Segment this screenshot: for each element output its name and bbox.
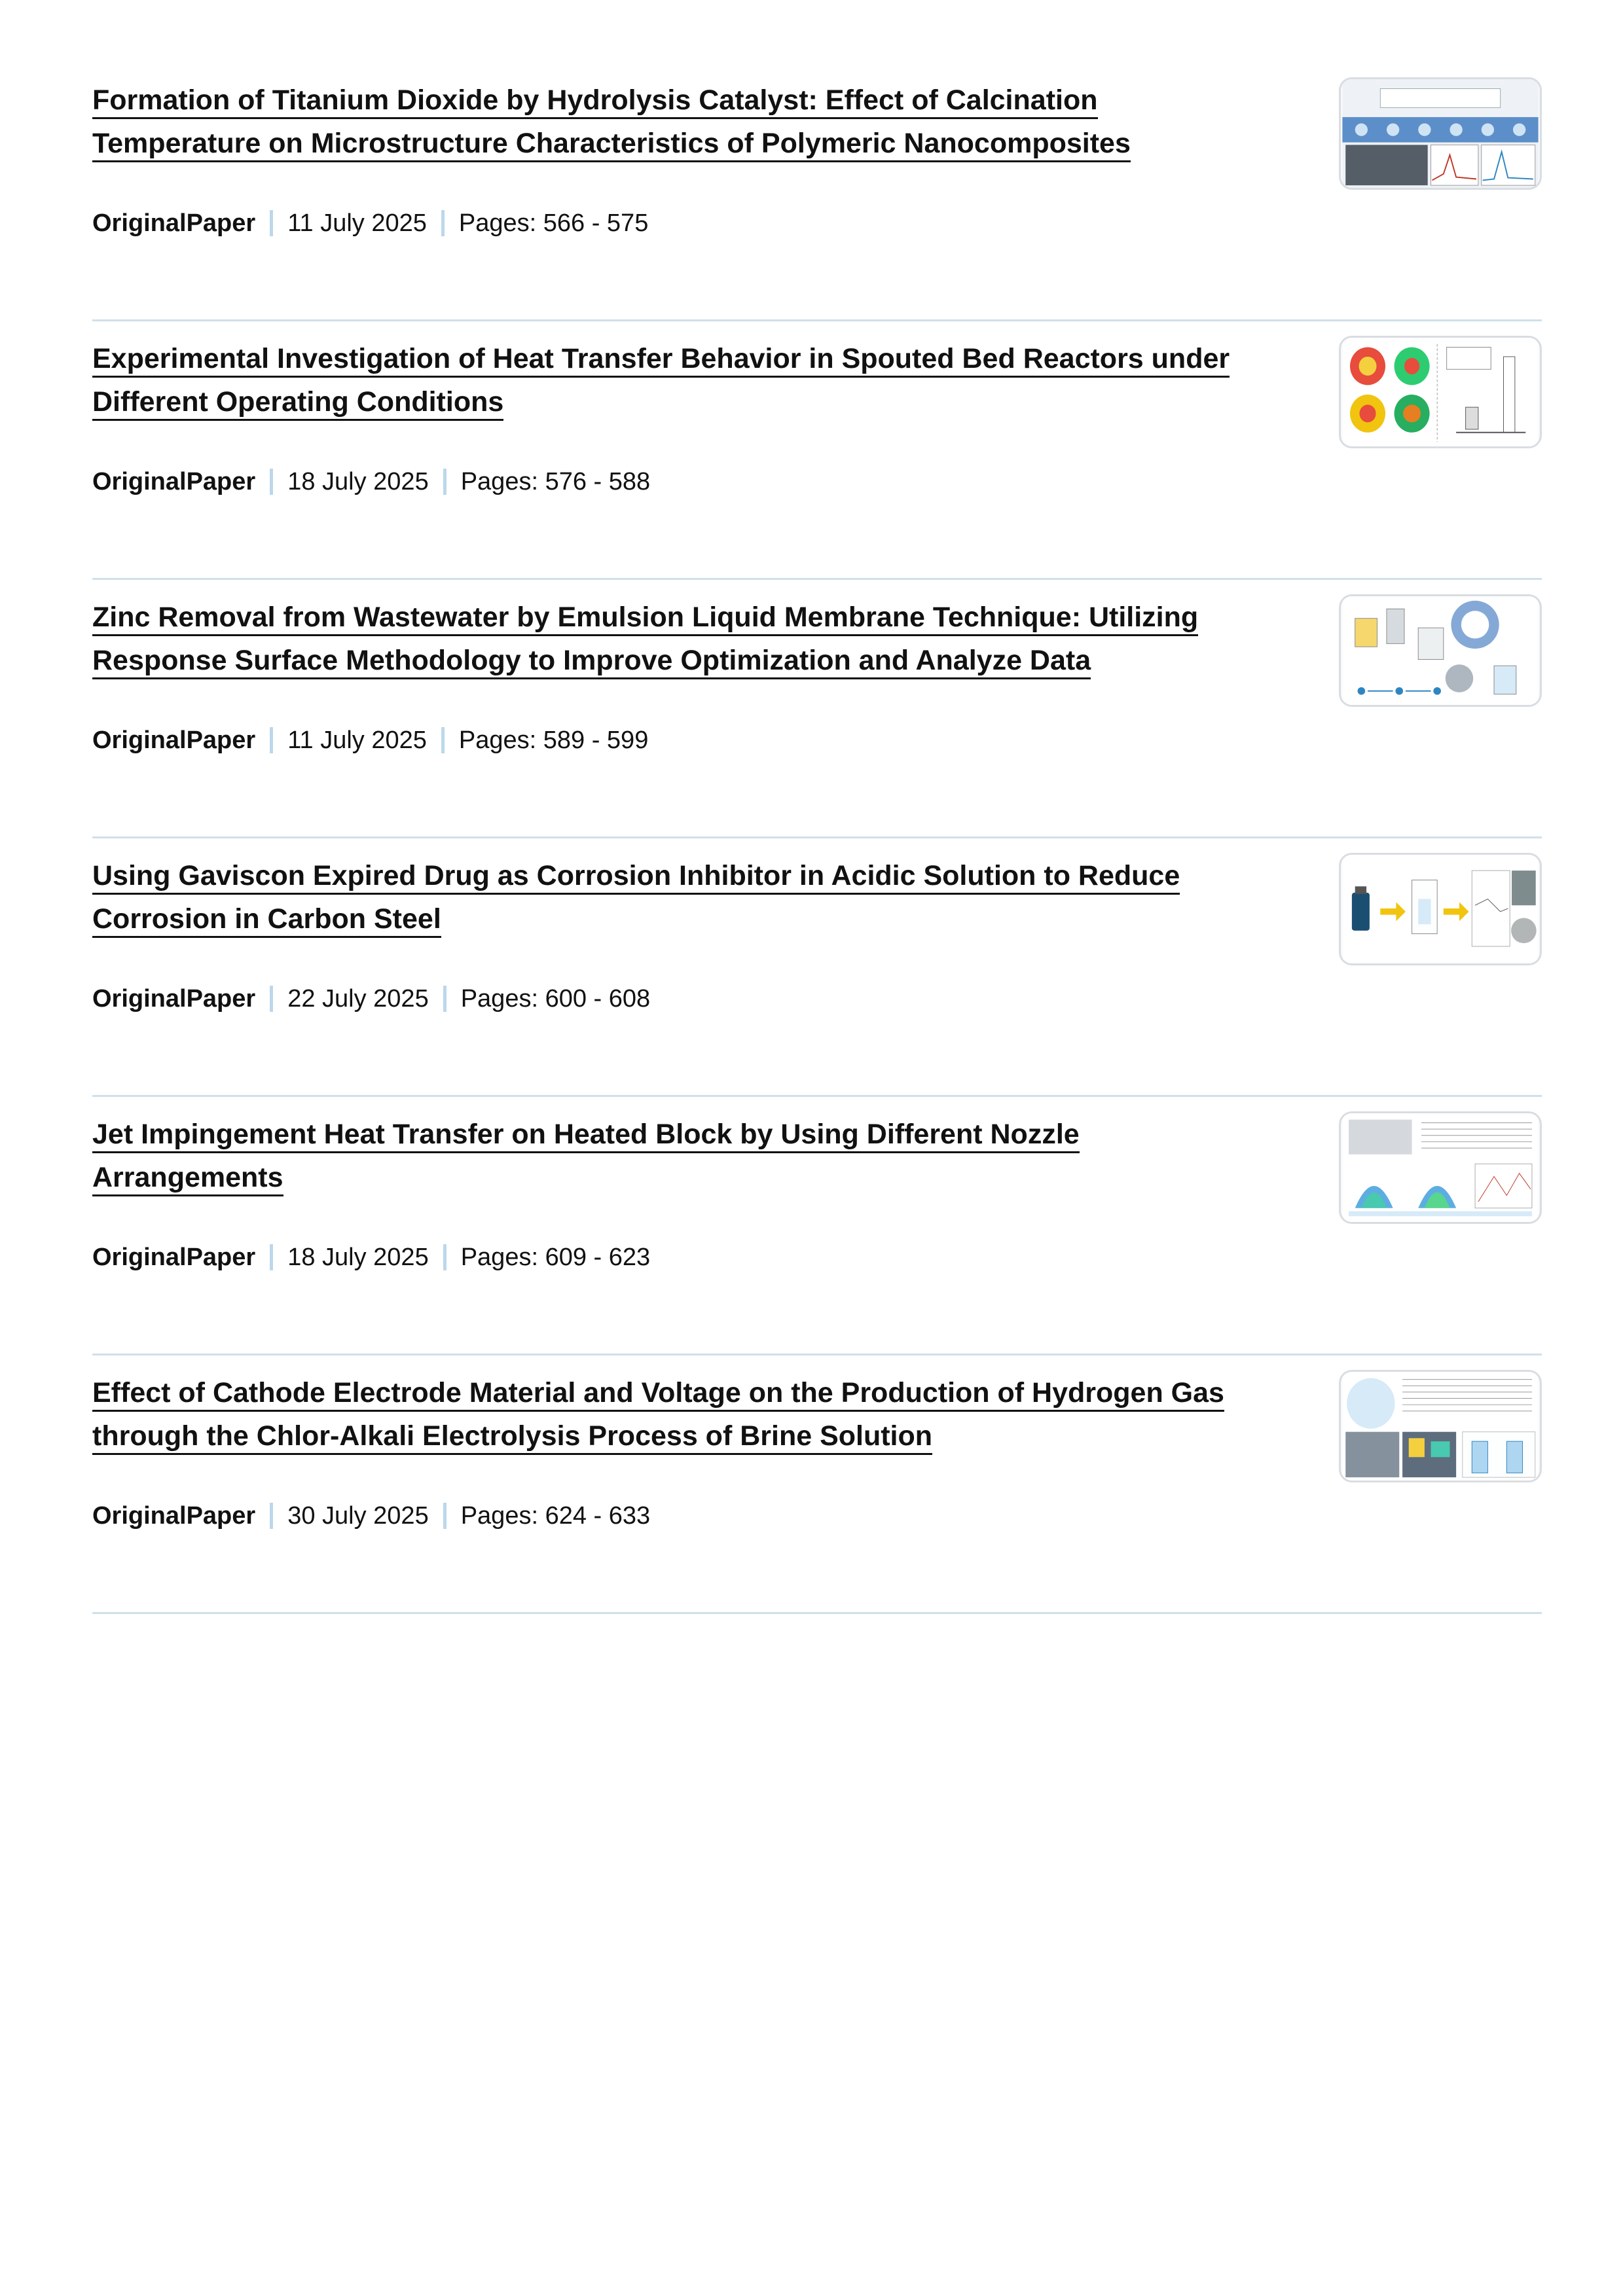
meta-separator [270,1503,273,1529]
article-item [92,63,1542,321]
article-type: OriginalPaper [92,467,256,495]
article-type: OriginalPaper [92,1243,256,1271]
article-thumbnail[interactable] [1339,77,1542,190]
graphical-abstract-image [1341,596,1540,705]
article-thumbnail[interactable] [1339,594,1542,707]
article-pages: Pages: 600 - 608 [460,984,651,1013]
meta-separator [443,1244,447,1270]
article-title-line[interactable]: through the Chlor-Alkali Electrolysis Process of Brine Solution [92,1420,932,1455]
article-type: OriginalPaper [92,209,256,237]
meta-separator [270,1244,273,1270]
meta-separator [270,727,273,753]
graphical-abstract-image [1341,1113,1540,1222]
article-title-line[interactable]: Zinc Removal from Wastewater by Emulsion Liquid Membrane Technique: Utilizing [92,601,1198,636]
article-pages: Pages: 566 - 575 [458,209,649,237]
article-title-line[interactable]: Jet Impingement Heat Transfer on Heated Block by Using Different Nozzle [92,1119,1080,1153]
article-date: 30 July 2025 [287,1501,429,1530]
article-item [92,838,1542,1097]
article-meta [92,465,650,498]
article-meta [92,1499,650,1532]
article-thumbnail[interactable] [1339,853,1542,965]
article-date: 18 July 2025 [287,467,429,495]
graphical-abstract-image [1341,79,1540,188]
article-pages: Pages: 624 - 633 [460,1501,651,1530]
meta-separator [441,210,445,236]
article-title-line[interactable]: Temperature on Microstructure Characteristics of Polymeric Nanocomposites [92,128,1131,162]
article-item [92,1097,1542,1355]
meta-separator [441,727,445,753]
article-item [92,321,1542,580]
article-title-line[interactable]: Arrangements [92,1162,283,1196]
article-pages: Pages: 589 - 599 [458,726,649,754]
article-meta [92,982,650,1015]
article-title-line[interactable]: Using Gaviscon Expired Drug as Corrosion Inhibitor in Acidic Solution to Reduce [92,860,1180,895]
article-title-line[interactable]: Corrosion in Carbon Steel [92,903,441,938]
article-list [92,63,1542,1614]
article-pages: Pages: 609 - 623 [460,1243,651,1271]
graphical-abstract-image [1341,338,1540,446]
article-meta [92,724,648,757]
meta-separator [443,1503,447,1529]
article-type: OriginalPaper [92,726,256,754]
article-date: 22 July 2025 [287,984,429,1013]
article-date: 18 July 2025 [287,1243,429,1271]
article-title-link[interactable] [92,596,1271,682]
article-thumbnail[interactable] [1339,336,1542,448]
meta-separator [270,210,273,236]
article-title-link[interactable] [92,1113,1271,1199]
article-date: 11 July 2025 [287,726,427,754]
graphical-abstract-image [1341,855,1540,963]
article-title-link[interactable] [92,1371,1271,1458]
graphical-abstract-image [1341,1372,1540,1480]
article-title-link[interactable] [92,337,1271,423]
article-meta [92,1241,650,1274]
article-title-line[interactable]: Formation of Titanium Dioxide by Hydrolysis Catalyst: Effect of Calcination [92,84,1098,119]
article-meta [92,207,648,240]
article-title-line[interactable]: Experimental Investigation of Heat Transfer Behavior in Spouted Bed Reactors under [92,343,1230,378]
article-type: OriginalPaper [92,1501,256,1530]
article-thumbnail[interactable] [1339,1111,1542,1224]
article-item [92,1355,1542,1614]
article-date: 11 July 2025 [287,209,427,237]
meta-separator [443,986,447,1012]
article-item [92,580,1542,838]
meta-separator [270,986,273,1012]
article-title-line[interactable]: Effect of Cathode Electrode Material and Voltage on the Production of Hydrogen Gas [92,1377,1224,1412]
article-title-line[interactable]: Different Operating Conditions [92,386,503,421]
article-title-link[interactable] [92,79,1271,165]
article-pages: Pages: 576 - 588 [460,467,651,495]
meta-separator [270,469,273,495]
meta-separator [443,469,447,495]
article-type: OriginalPaper [92,984,256,1013]
article-title-link[interactable] [92,854,1271,941]
article-thumbnail[interactable] [1339,1370,1542,1482]
article-title-line[interactable]: Response Surface Methodology to Improve Optimization and Analyze Data [92,645,1091,679]
